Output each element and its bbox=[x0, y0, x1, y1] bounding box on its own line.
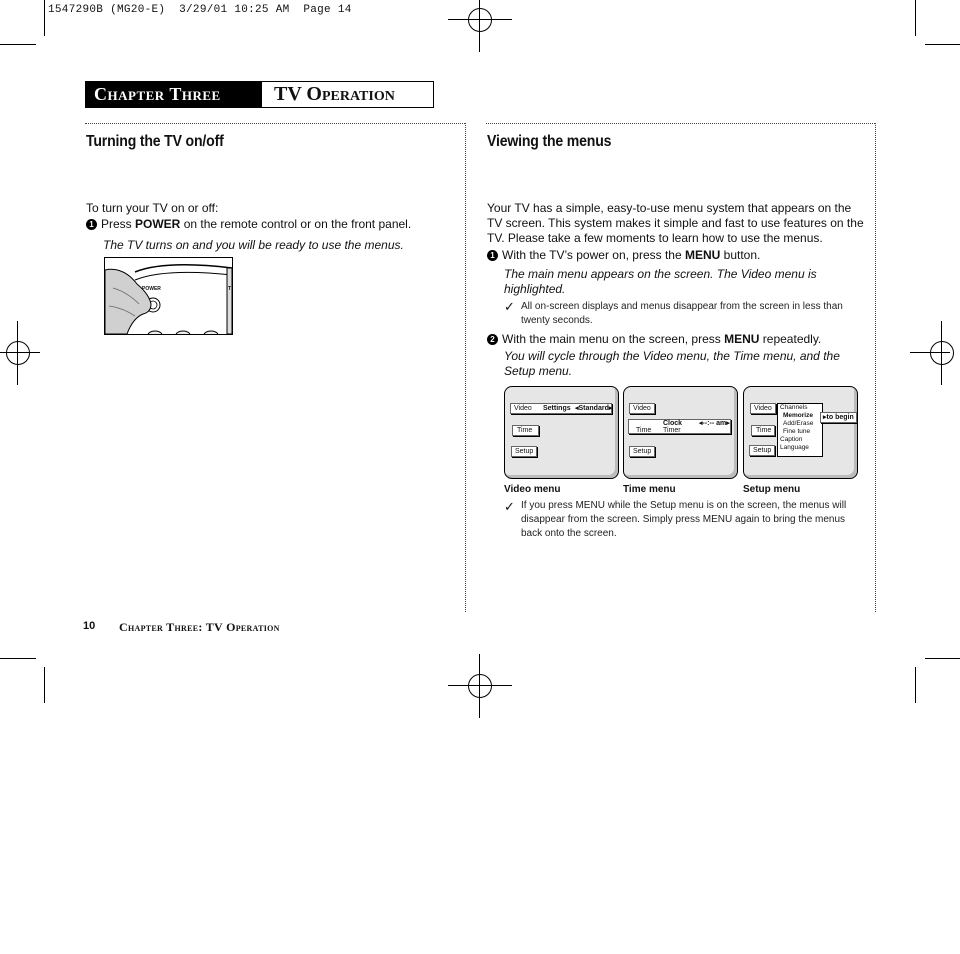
video-menu-caption: Video menu bbox=[504, 484, 561, 495]
section-heading-power: Turning the TV on/off bbox=[86, 133, 224, 150]
setup-value: ▸to begin bbox=[820, 412, 857, 423]
chapter-banner bbox=[85, 81, 434, 108]
menus-intro: Your TV has a simple, easy-to-use menu system that appears on the TV screen. This system makes it simple and fast to use features on the TV. Please take a few moments to learn how to use the menus. bbox=[487, 201, 864, 245]
setup-tab: Setup bbox=[629, 446, 655, 457]
time-tab: Time bbox=[512, 425, 539, 436]
chapter-title: TV Operation bbox=[274, 83, 395, 105]
menus-note-1: All on-screen displays and menus disappear from the screen in less than twenty seconds. bbox=[521, 301, 843, 326]
footer-title: Chapter Three: TV Operation bbox=[119, 620, 280, 634]
crop-mark bbox=[915, 0, 916, 36]
registration-mark-icon bbox=[924, 335, 960, 371]
print-header: 1547290B (MG20-E) 3/29/01 10:25 AM Page 14 bbox=[48, 4, 352, 16]
submenu-item: Language bbox=[780, 444, 809, 451]
check-icon: ✓ bbox=[504, 499, 515, 514]
setup-menu-caption: Setup menu bbox=[743, 484, 801, 495]
column-rule bbox=[85, 123, 465, 124]
time-menu-screen bbox=[623, 386, 738, 479]
video-tab: Video bbox=[750, 403, 776, 414]
video-tab: Video bbox=[629, 403, 655, 414]
remote-power-illustration bbox=[104, 257, 233, 335]
power-label: POWER bbox=[142, 286, 161, 292]
step-number: 2 bbox=[487, 334, 498, 345]
column-rule bbox=[486, 123, 875, 124]
video-menu-screen bbox=[504, 386, 619, 479]
crop-mark bbox=[44, 0, 45, 36]
step-number: 1 bbox=[487, 250, 498, 261]
time-menu-caption: Time menu bbox=[623, 484, 676, 495]
power-step-1-result: The TV turns on and you will be ready to use the menus. bbox=[103, 238, 404, 252]
check-icon: ✓ bbox=[504, 299, 515, 314]
submenu-item: Channels bbox=[780, 404, 808, 411]
setup-tab: Setup bbox=[511, 446, 537, 457]
crop-mark bbox=[0, 658, 36, 659]
registration-mark-icon bbox=[0, 335, 36, 371]
page-number: 10 bbox=[83, 620, 96, 632]
section-heading-menus: Viewing the menus bbox=[487, 133, 612, 150]
power-intro: To turn your TV on or off: bbox=[86, 201, 219, 215]
column-divider bbox=[875, 123, 876, 612]
submenu-item: Memorize bbox=[783, 412, 813, 419]
column-divider bbox=[465, 123, 466, 612]
registration-mark-icon bbox=[462, 668, 498, 704]
crop-mark bbox=[44, 667, 45, 703]
crop-mark bbox=[915, 667, 916, 703]
video-tab: Video Settings ◂Standard▸ bbox=[510, 403, 612, 414]
menus-step-2-result: You will cycle through the Video menu, the Time menu, and the Setup menu. bbox=[504, 349, 840, 378]
menus-step-1-result: The main menu appears on the screen. The Video menu is highlighted. bbox=[504, 267, 817, 296]
time-tab: Time bbox=[751, 425, 775, 436]
setup-submenu bbox=[777, 403, 823, 457]
power-step-1: 1 Press POWER on the remote control or on the front panel. bbox=[86, 217, 411, 232]
menus-step-2: 2 With the main menu on the screen, press MENU repeatedly. bbox=[487, 332, 821, 347]
setup-menu-screen bbox=[743, 386, 858, 479]
crop-mark bbox=[925, 658, 960, 659]
crop-mark bbox=[925, 44, 960, 45]
time-tab: Time Clock Timer ◂--:-- am▸ bbox=[628, 419, 731, 434]
registration-mark-icon bbox=[462, 2, 498, 38]
chapter-label: Chapter Three bbox=[86, 82, 262, 107]
step-number: 1 bbox=[86, 219, 97, 230]
setup-tab: Setup bbox=[749, 445, 775, 456]
tv-label: T bbox=[228, 286, 232, 292]
submenu-item: Add/Erase bbox=[783, 420, 814, 427]
submenu-item: Fine tune bbox=[783, 428, 811, 435]
menus-note-2: If you press MENU while the Setup menu is on the screen, the menus will disappear from the screen. Simply press MENU again to bring the menus back onto the screen. bbox=[521, 500, 847, 539]
submenu-item: Caption bbox=[780, 436, 803, 443]
crop-mark bbox=[0, 44, 36, 45]
menus-step-1: 1 With the TV’s power on, press the MENU button. bbox=[487, 248, 760, 263]
